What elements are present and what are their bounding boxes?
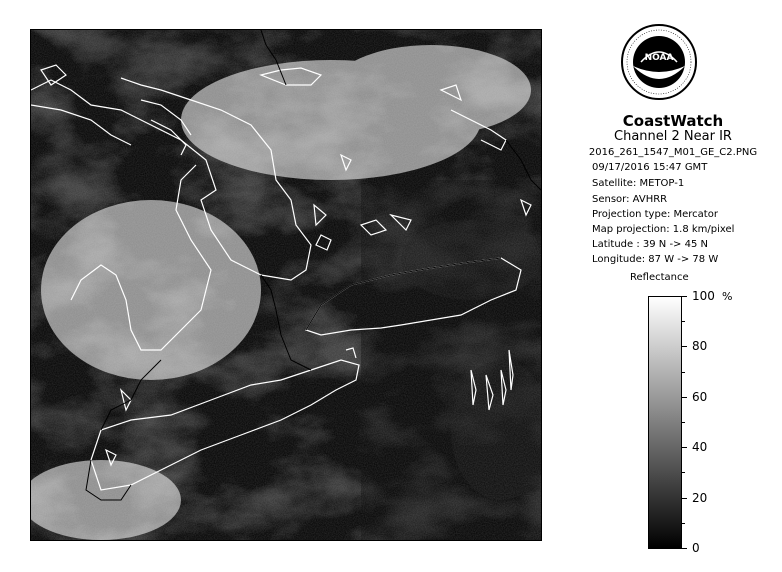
colorbar-tick xyxy=(682,397,687,398)
colorbar-tick-label: 40 xyxy=(692,440,708,455)
projection-type-label: Projection type: Mercator xyxy=(592,209,718,220)
longitude-label: Longitude: 87 W -> 78 W xyxy=(592,254,719,265)
reflectance-colorbar xyxy=(648,296,682,549)
satellite-map xyxy=(30,29,542,541)
logo-text: NOAA xyxy=(644,53,674,63)
colorbar-tick-label: 0 xyxy=(692,541,700,555)
colorbar-minor-tick xyxy=(682,523,685,524)
colorbar-tick xyxy=(682,346,687,347)
colorbar-minor-tick xyxy=(682,372,685,373)
colorbar-tick-label: 80 xyxy=(692,339,708,354)
colorbar-tick xyxy=(682,296,687,297)
sensor-label: Sensor: AVHRR xyxy=(592,194,668,205)
colorbar-unit: % xyxy=(722,290,733,303)
latitude-label: Latitude : 39 N -> 45 N xyxy=(592,239,708,250)
colorbar-title: Reflectance xyxy=(630,272,689,283)
colorbar-minor-tick xyxy=(682,472,685,473)
datetime-label: 09/17/2016 15:47 GMT xyxy=(592,162,708,173)
colorbar-tick xyxy=(682,548,687,549)
noaa-logo xyxy=(619,22,699,112)
map-projection-label: Map projection: 1.8 km/pixel xyxy=(592,224,735,235)
colorbar-minor-tick xyxy=(682,422,685,423)
satellite-image xyxy=(31,30,541,540)
colorbar-tick xyxy=(682,447,687,448)
channel-label: Channel 2 Near IR xyxy=(614,129,732,144)
colorbar-tick xyxy=(682,498,687,499)
filename-label: 2016_261_1547_M01_GE_C2.PNG xyxy=(588,147,758,158)
colorbar-tick-label: 100 xyxy=(692,289,715,303)
colorbar-tick-label: 60 xyxy=(692,389,708,404)
product-title: CoastWatch xyxy=(622,112,724,130)
colorbar-minor-tick xyxy=(682,321,685,322)
satellite-label: Satellite: METOP-1 xyxy=(592,178,685,189)
colorbar-tick-label: 20 xyxy=(692,490,708,505)
